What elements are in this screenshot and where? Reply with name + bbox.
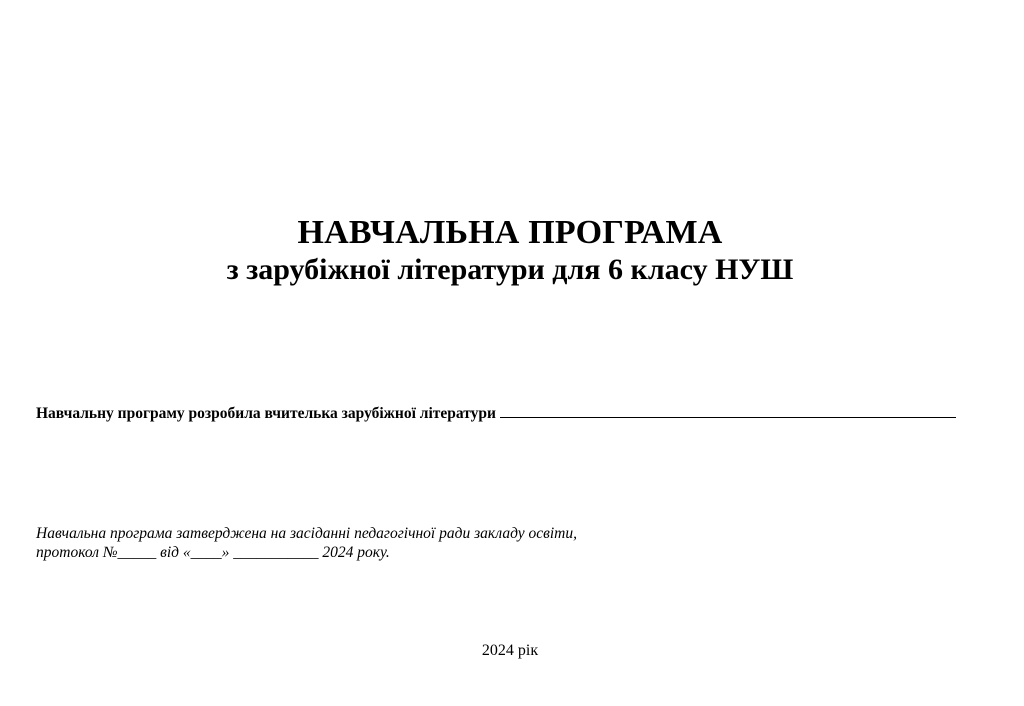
title-block [0, 214, 1020, 288]
document-year: 2024 рік [481, 642, 539, 659]
approval-note [36, 524, 577, 562]
author-line [36, 402, 956, 424]
document-subtitle: з зарубіжної літератури для 6 класу НУШ [226, 253, 794, 286]
approval-line-1: Навчальна програма затверджена на засіданні педагогічної ради закладу освіти, [36, 525, 577, 542]
author-label: Навчальну програму розробила вчителька зарубіжної літератури [36, 405, 496, 422]
approval-line-2: протокол №_____ від «____» ___________ 2024 року. [36, 544, 390, 561]
document-title: НАВЧАЛЬНА ПРОГРАМА [297, 214, 723, 251]
author-blank-line [500, 402, 956, 418]
